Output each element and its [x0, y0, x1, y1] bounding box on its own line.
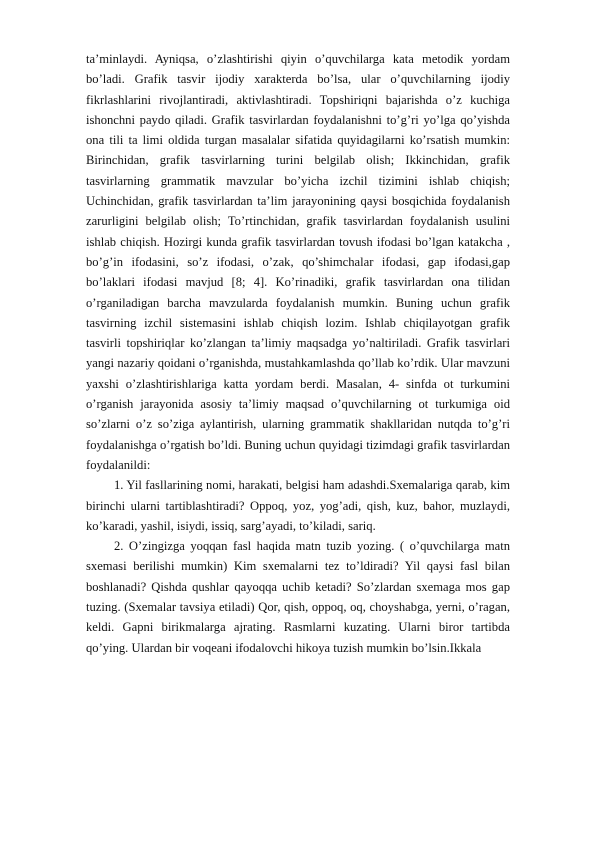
paragraph-task-1: 1. Yil fasllarining nomi, harakati, belgisi ham adashdi.Sxemalariga qarab, kim birinchi ularni tartiblashtiradi? Oppoq, yoz, yog’adi, qish, kuz, bahor, muzlaydi, ko’karadi, yashil, isiydi, issiq, sarg’ayadi, to’kiladi, sariq. — [86, 478, 510, 533]
document-page — [86, 49, 510, 658]
paragraph-intro: ta’minlaydi. Ayniqsa, o’zlashtirishi qiyin o’quvchilarga kata metodik yordam bo’ladi. Grafik tasvir ijodiy xarakterda bo’lsa, ular o’quvchilarning ijodiy fikrlashlarini rivojlantiradi, aktivlashtiradi. Topshiriqni bajarishda o’z kuchiga ishonchni paydo qiladi. Grafik tasvirlardan foydalanishni to’g’ri yo’lga qo’yishda ona tili ta limi oldida turgan masalalar sifatida quyidagilarni ko’rsatish mumkin: Birinchidan, grafik tasvirlarning turini belgilab olish; Ikkinchidan, grafik tasvirlarning grammatik mavzular bo’yicha izchil tizimini ishlab chiqish; Uchinchidan, grafik tasvirlardan ta’lim jarayonining qaysi bosqichida foydalanish zarurligini belgilab olish; To’rtinchidan, grafik tasvirlardan foydalanish usulini ishlab chiqish. Hozirgi kunda grafik tasvirlardan tovush ifodasi bo’lgan katakcha , bo’g’in ifodasini, so’z ifodasi, o’zak, qo’shimchalar ifodasi, gap ifodasi,gap bo’laklari ifodasi mavjud [8; 4]. Ko’rinadiki, grafik tasvirlardan ona tilidan o’rganiladigan barcha mavzularda foydalanish mumkin. Buning uchun grafik tasvirning izchil sistemasini ishlab chiqish lozim. Ishlab chiqilayotgan grafik tasvirli topshiriqlar ko’zlangan ta’limiy maqsadga yo’naltiriladi. Grafik tasvirlari yangi nazariy qoidani o’rganishda, mustahkamlashda qo’llab ko’rdik. Ular mavzuni yaxshi o’zlashtirishlariga katta yordam berdi. Masalan, 4- sinfda ot turkumini o’rganish jarayonida asosiy ta’limiy maqsad o’quvchilarning ot turkumiga oid so’zlarni o’z so’ziga aylantirish, ularning grammatik shakllaridan nutqda to’g’ri foydalanishga o’rgatish bo’ldi. Buning uchun quyidagi tizimdagi grafik tasvirlardan foydalanildi: — [86, 52, 510, 472]
paragraph-task-2: 2. O’zingizga yoqqan fasl haqida matn tuzib yozing. ( o’quvchilarga matn sxemasi berilishi mumkin) Kim sxemalarni tez to’ldiradi? Yil qaysi fasl bilan boshlanadi? Qishda qushlar qayoqqa uchib ketadi? So’zlardan sxemaga mos gap tuzing. (Sxemalar tavsiya etiladi) Qor, qish, oppoq, oq, choyshabga, yerni, o’ragan, keldi. Gapni birikmalarga ajrating. Rasmlarni kuzating. Ularni biror tartibda qo’ying. Ulardan bir voqeani ifodalovchi hikoya tuzish mumkin bo’lsin.Ikkala — [86, 539, 510, 655]
